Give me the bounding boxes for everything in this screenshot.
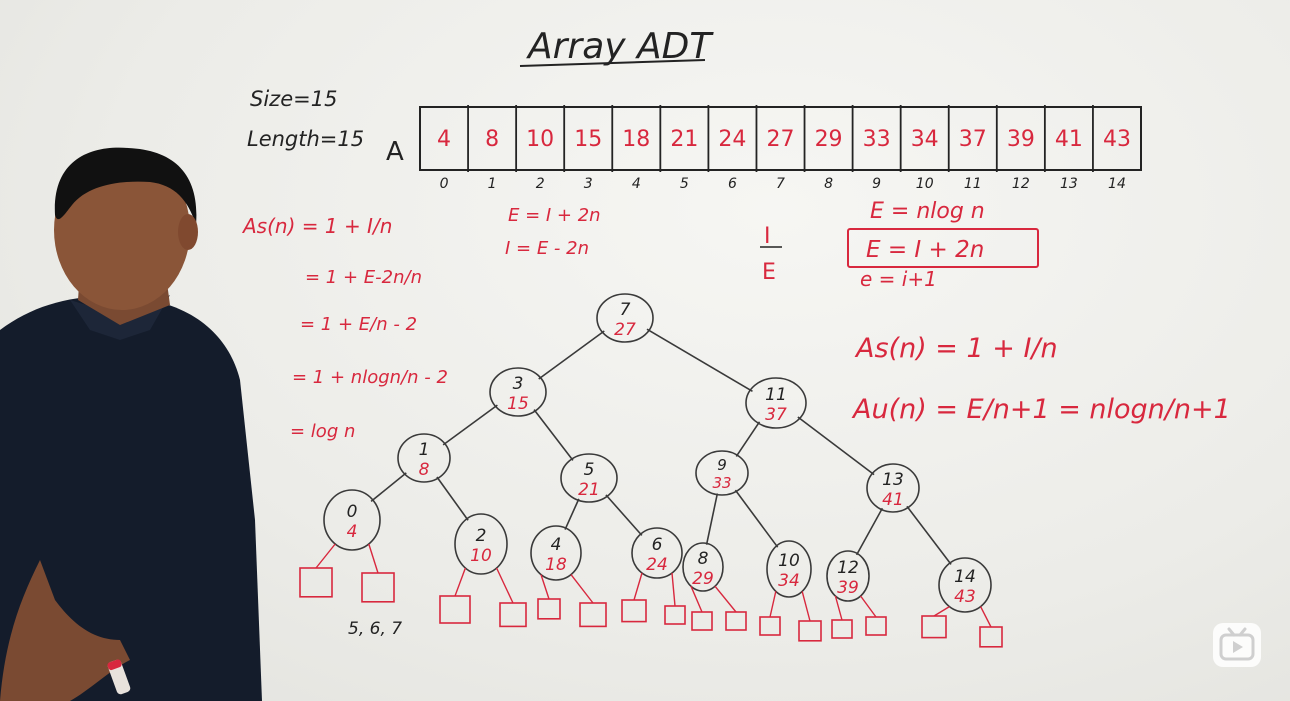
array-cells — [420, 105, 1141, 192]
formula-e-i-plus-1: e = i+1 — [860, 267, 937, 291]
tree-node-index: 1 — [418, 440, 430, 460]
failure-square — [440, 596, 470, 623]
tree-edge — [539, 331, 605, 379]
array-cell-value: 43 — [1102, 127, 1131, 152]
tree-edge — [798, 417, 874, 475]
tree-edge — [707, 493, 718, 544]
failure-square — [538, 599, 560, 619]
tree-node-index: 0 — [346, 502, 358, 522]
array-index: 14 — [1108, 176, 1126, 192]
array-cell-value: 29 — [814, 127, 843, 152]
tree-node-index: 2 — [475, 526, 487, 546]
array-index: 9 — [872, 176, 882, 192]
tree-node-value: 21 — [578, 480, 600, 500]
array-index: 10 — [915, 176, 934, 192]
array-cell-value: 39 — [1006, 127, 1035, 152]
tree-edge — [907, 506, 951, 564]
tree-node-index: 4 — [550, 535, 562, 555]
label-e: E — [762, 260, 776, 285]
derivation-line: As(n) = 1 + I/n — [243, 214, 393, 238]
array-index: 12 — [1011, 176, 1030, 192]
failure-square — [922, 616, 946, 638]
tree-edge — [371, 473, 406, 502]
array-cell-value: 8 — [485, 127, 500, 152]
failure-note: 5, 6, 7 — [348, 619, 403, 639]
formula-boxed: E = I + 2n — [866, 237, 985, 263]
failure-edge — [369, 544, 378, 573]
array-cell-value: 15 — [574, 127, 603, 152]
failure-square — [500, 603, 526, 626]
left-derivation — [241, 214, 448, 442]
failure-edge — [497, 568, 513, 603]
array-cell-value: 37 — [958, 127, 987, 152]
failure-edge — [571, 575, 593, 603]
array-index: 13 — [1059, 176, 1078, 192]
failure-edge — [455, 568, 465, 596]
tree-node-value: 34 — [778, 571, 800, 591]
failure-edge — [672, 573, 675, 606]
failure-square — [665, 606, 685, 624]
failure-edge — [316, 544, 335, 568]
tree-edge — [857, 508, 883, 555]
tree-node-index: 3 — [512, 374, 524, 394]
size-label: Size=15 — [250, 87, 338, 111]
tree-node-index: 14 — [954, 567, 976, 587]
array-cell-value: 10 — [526, 127, 555, 152]
array-index: 7 — [776, 176, 785, 192]
failure-square — [799, 621, 821, 641]
array-index: 6 — [727, 176, 737, 192]
formula-e-equals: E = I + 2n — [508, 205, 601, 226]
tree-edge — [565, 499, 579, 530]
label-i: I — [764, 224, 771, 249]
array-cell-value: 27 — [766, 127, 795, 152]
failure-edge — [981, 607, 991, 627]
array-index: 2 — [535, 176, 545, 192]
tree-node-index: 11 — [765, 385, 787, 405]
array-index: 0 — [439, 176, 449, 192]
tree-node-value: 33 — [712, 474, 732, 492]
tree-node-value: 27 — [614, 320, 636, 340]
array-index: 3 — [583, 176, 593, 192]
failure-square — [580, 603, 606, 626]
failure-edge — [934, 607, 949, 616]
failure-edge — [715, 586, 736, 612]
formula-successful: As(n) = 1 + I/n — [856, 333, 1058, 364]
tree-node-value: 24 — [646, 555, 668, 575]
failure-square — [362, 573, 394, 602]
failure-square — [622, 600, 646, 622]
tree-node-value: 43 — [954, 587, 976, 607]
video-platform-logo — [1213, 623, 1261, 667]
tree-node-value: 37 — [765, 405, 787, 425]
tree-node-value: 29 — [692, 569, 714, 589]
tree-edge — [736, 422, 759, 457]
failure-edge — [770, 591, 776, 617]
tree-edge — [735, 490, 777, 547]
failure-square — [980, 627, 1002, 647]
tree-node-value: 18 — [545, 555, 567, 575]
failure-edge — [802, 591, 810, 621]
failure-square — [692, 612, 712, 630]
array-cell-value: 33 — [862, 127, 891, 152]
tree-node-value: 15 — [507, 394, 529, 414]
tree-edge — [534, 410, 573, 461]
derivation-line: = 1 + nlogn/n - 2 — [292, 367, 448, 388]
tree-node-value: 10 — [470, 546, 492, 566]
array-index: 4 — [631, 176, 641, 192]
array-cell-value: 18 — [622, 127, 651, 152]
tree-node-value: 4 — [346, 522, 358, 542]
formula-unsuccessful: Au(n) = E/n+1 = nlogn/n+1 — [853, 394, 1231, 425]
array-name: A — [386, 137, 404, 167]
tree-node-index: 8 — [697, 549, 709, 569]
array-cell-value: 21 — [670, 127, 699, 152]
page-title: Array ADT — [528, 26, 712, 67]
tree-node-index: 7 — [619, 300, 631, 320]
tree-edge — [437, 477, 468, 520]
failure-square — [726, 612, 746, 630]
tree-node-index: 13 — [882, 470, 904, 490]
array-index: 11 — [963, 176, 982, 192]
length-label: Length=15 — [247, 127, 365, 151]
failure-square — [300, 568, 332, 597]
tree-node-index: 9 — [717, 456, 727, 474]
tree-edge — [606, 495, 642, 536]
tree-node-index: 6 — [651, 535, 663, 555]
tree-edge — [647, 329, 753, 391]
array-cell-value: 34 — [910, 127, 939, 152]
tree-node-index: 12 — [837, 558, 859, 578]
failure-edge — [861, 596, 876, 617]
tree-node-value: 41 — [882, 490, 904, 510]
array-cell-value: 4 — [437, 127, 452, 152]
array-cell-value: 41 — [1054, 127, 1083, 152]
tree-node-index: 10 — [778, 551, 800, 571]
array-index: 5 — [679, 176, 689, 192]
tree-node-value: 8 — [418, 460, 430, 480]
derivation-line: = 1 + E-2n/n — [305, 267, 422, 288]
play-icon — [1213, 623, 1261, 667]
tree-node-value: 39 — [837, 578, 859, 598]
failure-square — [760, 617, 780, 635]
failure-square — [866, 617, 886, 635]
array-index: 8 — [824, 176, 834, 192]
failure-square — [832, 620, 852, 638]
derivation-line: = log n — [290, 421, 356, 442]
failure-edge — [634, 573, 642, 600]
array-cell-value: 24 — [718, 127, 747, 152]
formula-i-equals: I = E - 2n — [505, 238, 590, 259]
tree-node-index: 5 — [583, 460, 595, 480]
derivation-line: = 1 + E/n - 2 — [300, 314, 418, 335]
array-index: 1 — [487, 176, 497, 192]
tree-edge — [443, 405, 497, 445]
formula-e-nlogn: E = nlog n — [870, 199, 985, 224]
